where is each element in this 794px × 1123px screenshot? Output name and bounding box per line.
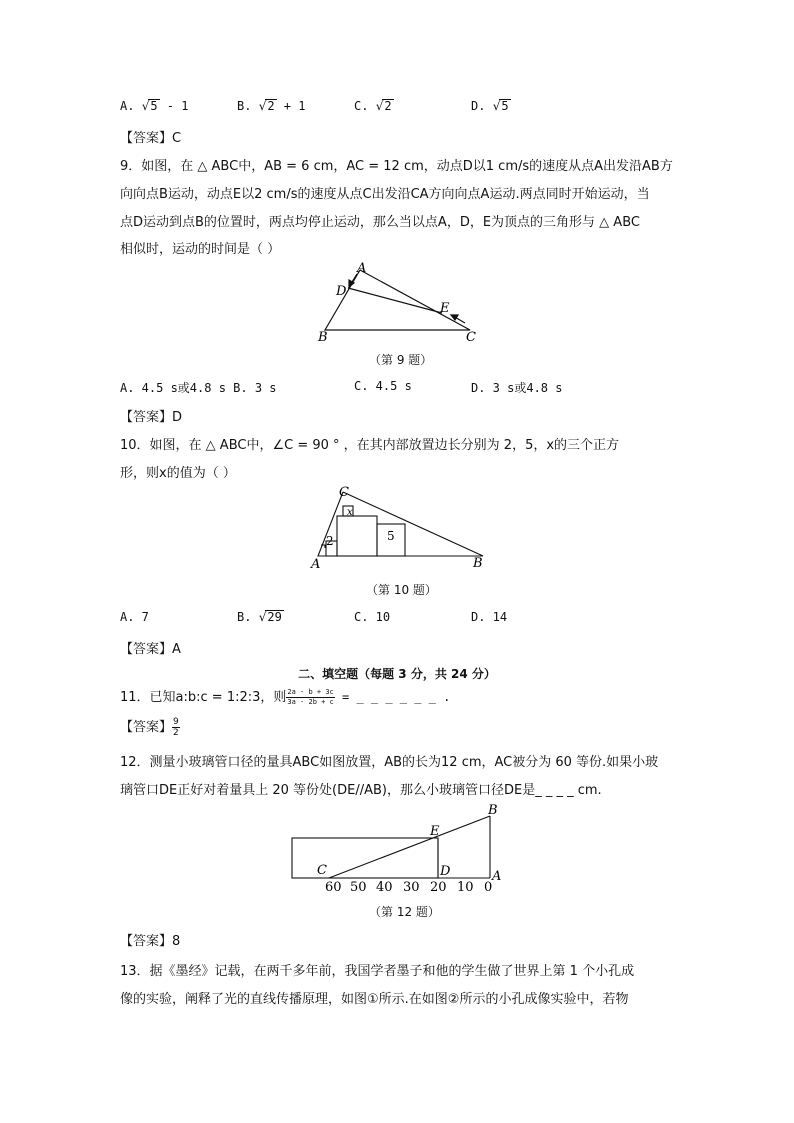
q9-text-line-2: 向向点B运动，动点E以2 cm/s的速度从点C出发沿CA方向向点A运动.两点同时开始运动，当 xyxy=(120,187,650,202)
q12-answer: 【答案】8 xyxy=(120,934,181,949)
q11-answer-fraction: $\frac{9}{2}$ xyxy=(173,717,179,738)
q10-text-line-1: 10．如图，在 △ ABC中，∠C = 90 ° ，在其内部放置边长分别为 2，5，x的三个正方 xyxy=(120,438,620,453)
q11-text: 11．已知a:b:c = 1:2:3，则 $\frac{2a - b + 3c}{3a - 2b + c}$ = _ _ _ _ _ _ . xyxy=(120,688,451,706)
q12-segment-cb xyxy=(329,816,490,878)
q9-triangle xyxy=(325,270,470,330)
q12-label-d: D xyxy=(440,864,451,879)
section-2-title: 二、填空题（每题 3 分，共 24 分） xyxy=(298,667,496,681)
q12-label-c: C xyxy=(317,863,327,878)
q9-text-line-3: 点D运动到点B的位置时，两点均停止运动，那么当以点A，D，E为顶点的三角形与 △ ABC xyxy=(120,215,640,230)
q12-figure xyxy=(285,800,510,895)
q12-tick-40: 40 xyxy=(376,880,393,895)
q9-option-a-b: A. 4.5 s或4.8 s B. 3 s xyxy=(120,381,277,395)
q9-label-d: D xyxy=(336,284,347,299)
q12-tick-50: 50 xyxy=(350,880,367,895)
q9-options-row xyxy=(120,379,680,399)
q9-segment-de xyxy=(348,288,442,313)
q10-label-b: B xyxy=(473,556,483,571)
q12-tick-60: 60 xyxy=(325,880,342,895)
q8-option-a: A. √5 - 1 xyxy=(120,99,189,113)
q9-label-a: A xyxy=(357,261,367,276)
q9-label-c: C xyxy=(466,330,476,345)
q10-text-line-2: 形，则x的值为（ ） xyxy=(120,466,236,481)
q12-text-line-1: 12．测量小玻璃管口径的量具ABC如图放置，AB的长为12 cm，AC被分为 60 等份.如果小玻 xyxy=(120,755,659,770)
q12-label-e: E xyxy=(430,824,440,839)
q9-label-b: B xyxy=(318,330,328,345)
q12-tick-20: 20 xyxy=(430,880,447,895)
q10-label-c: C xyxy=(339,485,349,500)
q10-option-b: B. √29 xyxy=(237,610,282,624)
q9-option-c: C. 4.5 s xyxy=(354,379,412,393)
q8-options-row xyxy=(120,99,680,119)
q8-option-b: B. √2 + 1 xyxy=(237,99,306,113)
q9-text-line-1: 9．如图，在 △ ABC中，AB = 6 cm，AC = 12 cm，动点D以1 cm/s的速度从点A出发沿AB方 xyxy=(120,159,673,174)
q11-fraction: $\frac{2a - b + 3c}{3a - 2b + c}$ xyxy=(287,688,334,706)
q10-label-a: A xyxy=(311,557,321,572)
q9-label-e: E xyxy=(440,301,450,316)
q8-answer: 【答案】C xyxy=(120,131,182,146)
q10-option-a: A. 7 xyxy=(120,610,149,624)
q9-answer: 【答案】D xyxy=(120,410,183,425)
q13-text-line-2: 像的实验，阐释了光的直线传播原理，如图①所示.在如图②所示的小孔成像实验中，若物 xyxy=(120,992,629,1007)
q9-caption: （第 9 题） xyxy=(369,353,433,367)
q12-label-a: A xyxy=(492,869,502,884)
q9-figure xyxy=(305,258,495,348)
q10-middle-square xyxy=(337,516,377,556)
q9-text-line-4: 相似时，运动的时间是（ ） xyxy=(120,242,281,257)
q10-option-c: C. 10 xyxy=(354,610,391,624)
q13-text-line-1: 13．据《墨经》记载，在两千多年前，我国学者墨子和他的学生做了世界上第 1 个小孔成 xyxy=(120,964,635,979)
q10-figure xyxy=(305,482,495,572)
q11-answer: 【答案】 $\frac{9}{2}$ xyxy=(120,717,179,738)
q10-option-d: D. 14 xyxy=(471,610,508,624)
q12-tick-0: 0 xyxy=(484,880,493,895)
q12-tick-10: 10 xyxy=(457,880,474,895)
q10-answer: 【答案】A xyxy=(120,642,181,657)
q9-arrowhead-e xyxy=(451,315,458,320)
q10-label-x: x xyxy=(347,507,353,518)
q12-caption: （第 12 题） xyxy=(369,905,440,919)
q12-tick-30: 30 xyxy=(403,880,420,895)
q8-option-d: D. √5 xyxy=(471,99,509,113)
q12-label-b: B xyxy=(488,803,498,818)
q8-option-c: C. √2 xyxy=(354,99,392,113)
q10-label-5: 5 xyxy=(387,529,395,543)
q10-label-2: 2 xyxy=(326,534,334,548)
q10-caption: （第 10 题） xyxy=(366,583,437,597)
q12-text-line-2: 璃管口DE正好对着量具上 20 等份处(DE//AB)，那么小玻璃管口径DE是_ _ _ _ cm. xyxy=(120,783,602,798)
q9-option-d: D. 3 s或4.8 s xyxy=(471,381,563,395)
q10-options-row xyxy=(120,610,680,630)
